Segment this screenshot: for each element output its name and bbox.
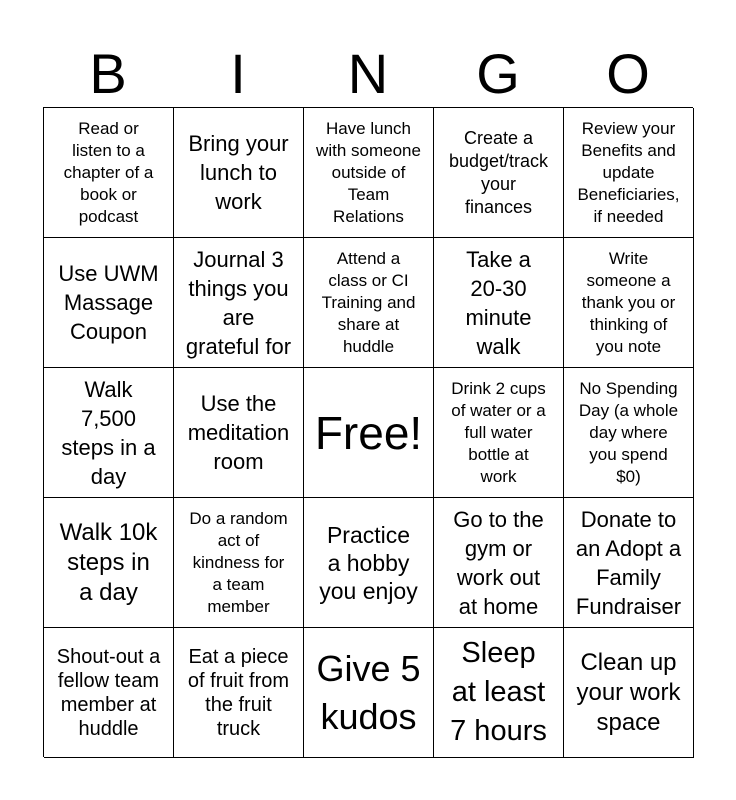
header-letter-o: O <box>606 42 650 105</box>
bingo-cell[interactable]: Do a random act of kindness for a team member <box>174 498 304 628</box>
bingo-cell[interactable]: Walk 10k steps in a day <box>44 498 174 628</box>
bingo-cell[interactable]: Write someone a thank you or thinking of you note <box>564 238 694 368</box>
bingo-cell[interactable]: Give 5 kudos <box>304 628 434 758</box>
bingo-cell[interactable]: Create a budget/track your finances <box>434 108 564 238</box>
bingo-cell[interactable]: No Spending Day (a whole day where you spend $0) <box>564 368 694 498</box>
bingo-cell[interactable]: Sleep at least 7 hours <box>434 628 564 758</box>
header-letter-n: N <box>347 42 389 105</box>
header-letter-g: G <box>476 42 520 105</box>
bingo-cell[interactable]: Walk 7,500 steps in a day <box>44 368 174 498</box>
header-letter-i: I <box>230 42 246 105</box>
bingo-cell[interactable]: Shout-out a fellow team member at huddle <box>44 628 174 758</box>
free-space[interactable]: Free! <box>304 368 434 498</box>
bingo-board <box>43 107 693 757</box>
bingo-cell[interactable]: Practice a hobby you enjoy <box>304 498 434 628</box>
bingo-cell[interactable]: Have lunch with someone outside of Team Relations <box>304 108 434 238</box>
bingo-cell[interactable]: Read or listen to a chapter of a book or podcast <box>44 108 174 238</box>
bingo-cell[interactable]: Clean up your work space <box>564 628 694 758</box>
bingo-cell[interactable]: Use the meditation room <box>174 368 304 498</box>
bingo-cell[interactable]: Journal 3 things you are grateful for <box>174 238 304 368</box>
bingo-cell[interactable]: Use UWM Massage Coupon <box>44 238 174 368</box>
bingo-cell[interactable]: Eat a piece of fruit from the fruit truck <box>174 628 304 758</box>
bingo-cell[interactable]: Review your Benefits and update Beneficiaries, if needed <box>564 108 694 238</box>
bingo-cell[interactable]: Donate to an Adopt a Family Fundraiser <box>564 498 694 628</box>
bingo-cell[interactable]: Take a 20-30 minute walk <box>434 238 564 368</box>
header-letter-b: B <box>89 42 127 105</box>
bingo-header <box>43 40 693 108</box>
bingo-cell[interactable]: Bring your lunch to work <box>174 108 304 238</box>
bingo-cell[interactable]: Attend a class or CI Training and share at huddle <box>304 238 434 368</box>
bingo-cell[interactable]: Drink 2 cups of water or a full water bottle at work <box>434 368 564 498</box>
bingo-cell[interactable]: Go to the gym or work out at home <box>434 498 564 628</box>
